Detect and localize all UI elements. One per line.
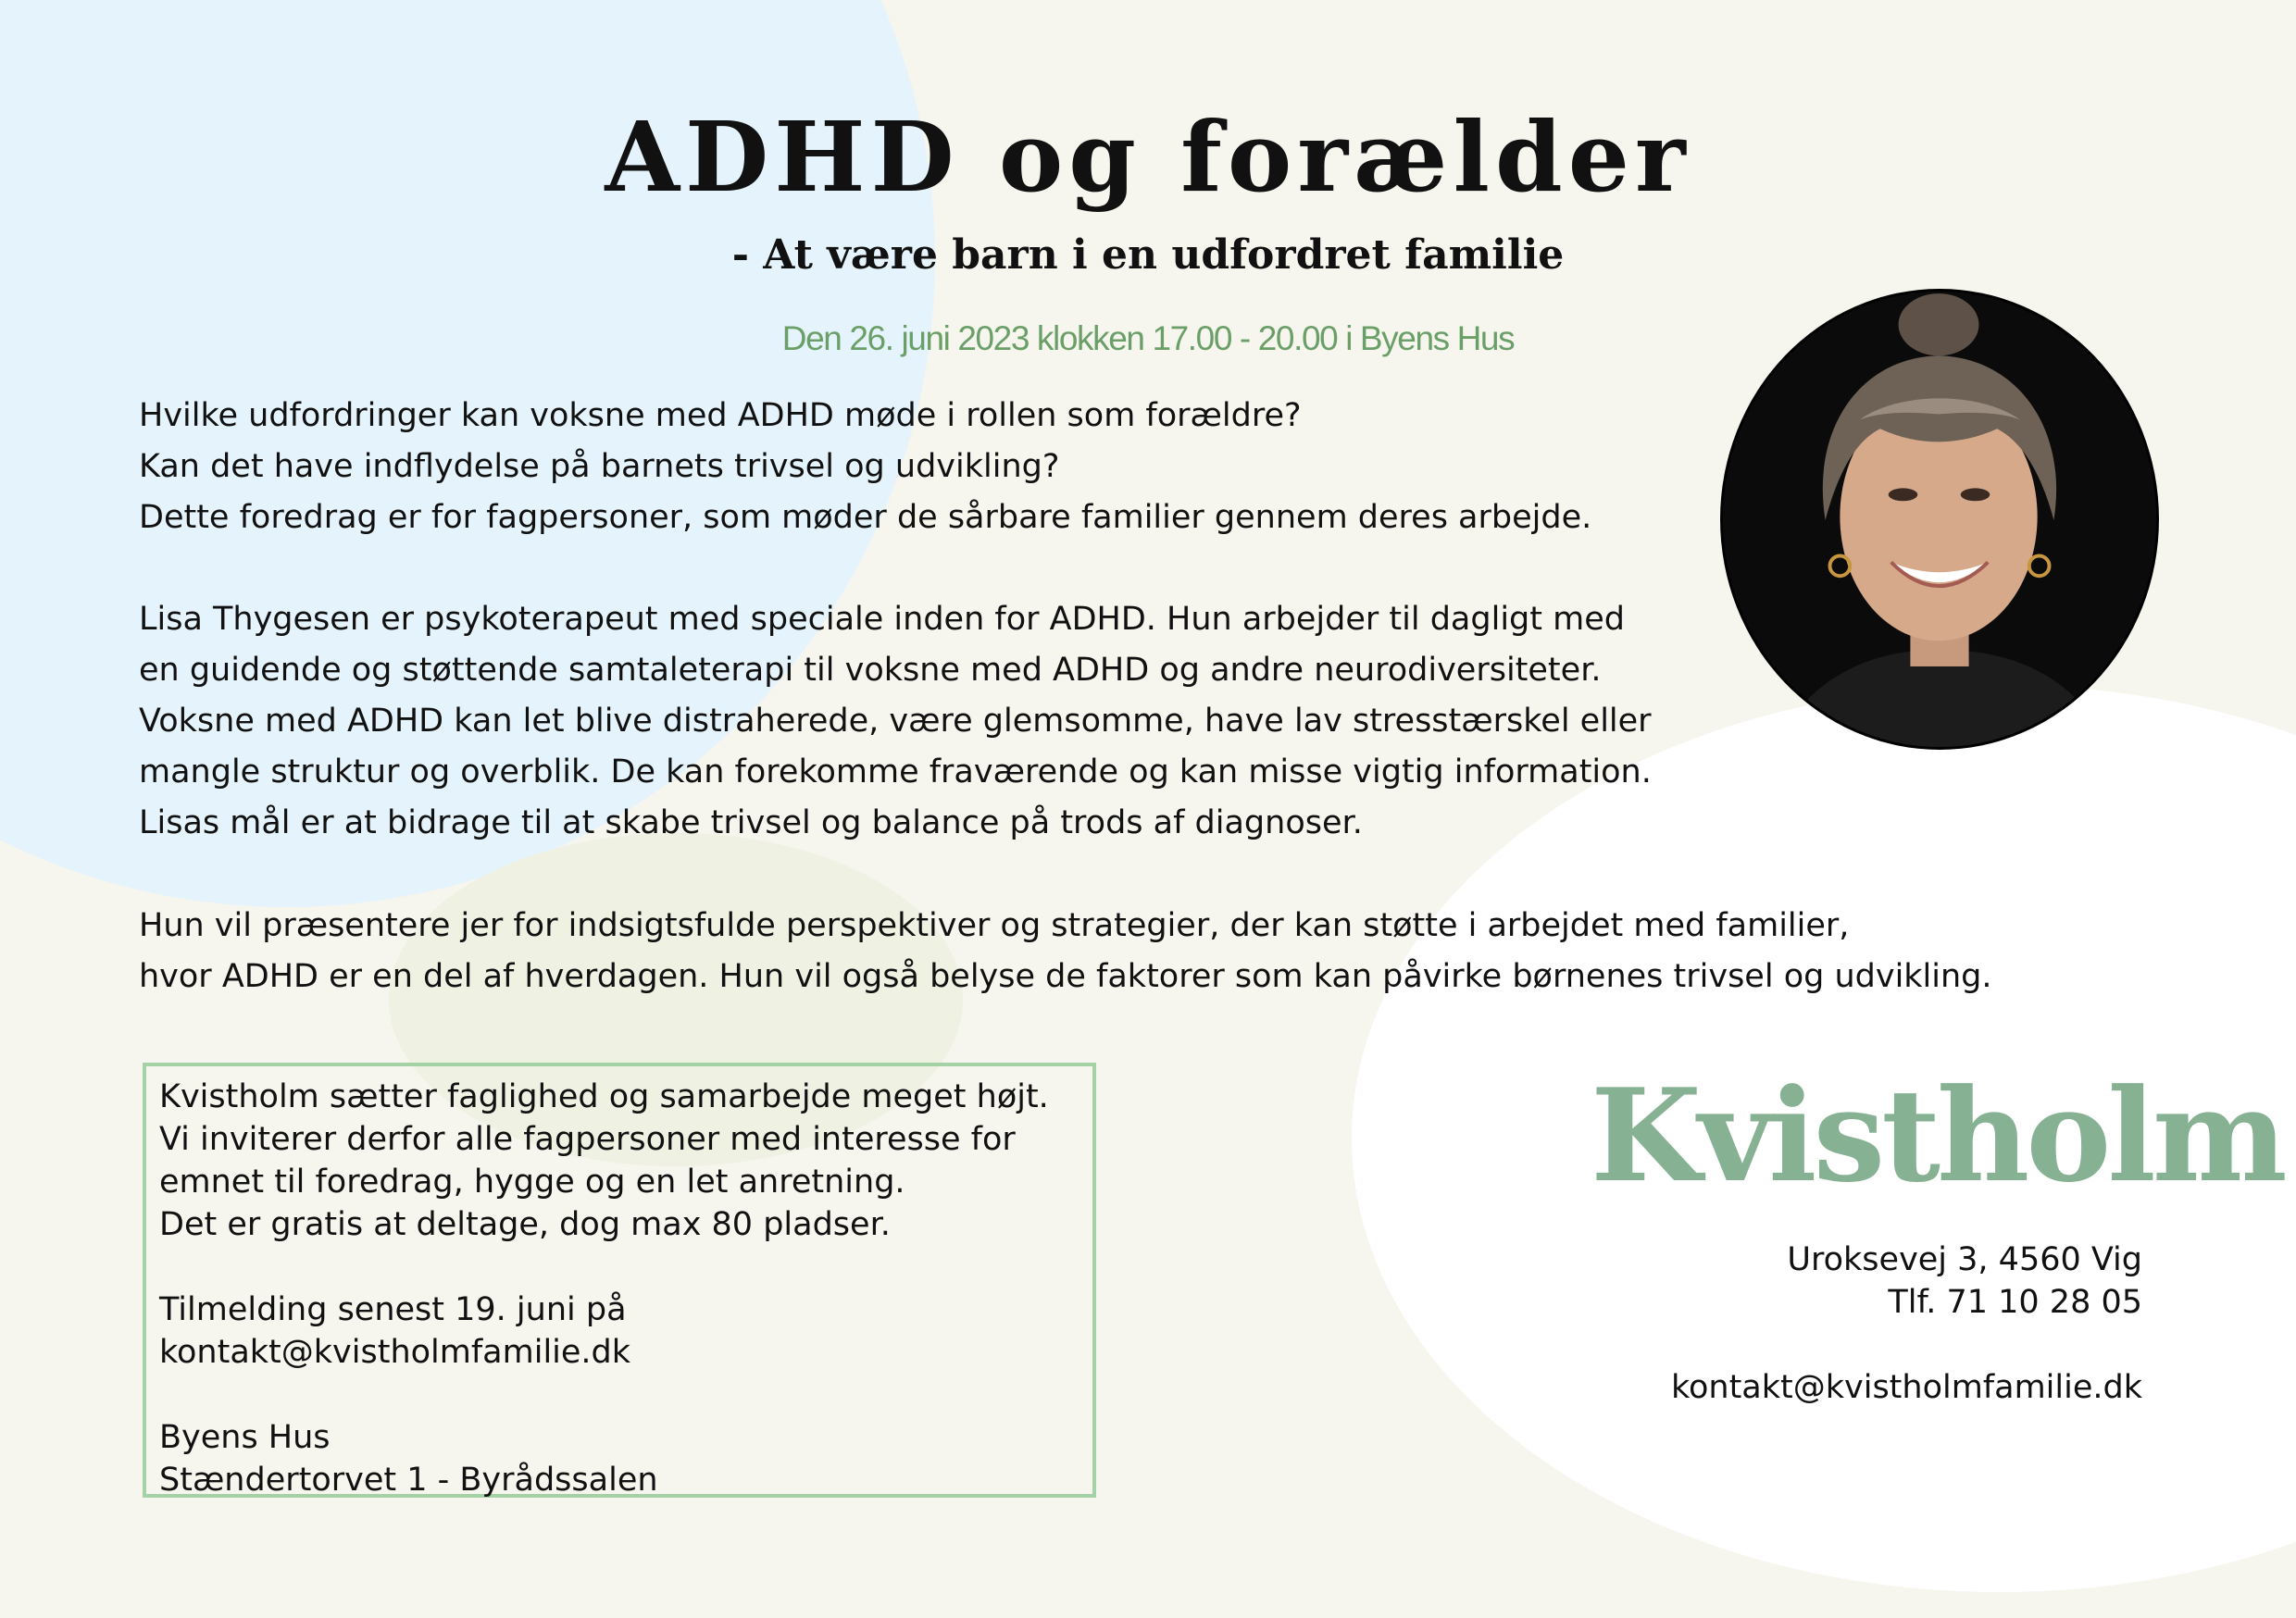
bio-line: Lisas mål er at bidrage til at skabe trivsel og balance på trods af diagnoser. [139,804,1363,841]
event-date-line: Den 26. juni 2023 klokken 17.00 - 20.00 i Byens Hus [781,319,1515,357]
intro-paragraph [139,391,1591,543]
info-line: Vi inviterer derfor alle fagpersoner med interesse for [159,1121,1016,1158]
page-title: ADHD og forælder [605,100,1691,214]
focus-line: hvor ADHD er en del af hverdagen. Hun vil også belyse de faktorer som kan påvirke børnenes trivsel og udvikling. [139,958,1992,995]
info-line: Kvistholm sætter faglighed og samarbejde meget højt. [159,1078,1049,1115]
bio-paragraph [139,594,1652,849]
focus-paragraph [139,901,1992,1002]
contact-address-block [1787,1238,2142,1324]
bio-line: en guidende og støttende samtaleterapi til voksne med ADHD og andre neurodiversiteter. [139,652,1602,689]
page-subtitle: - At være barn i en udfordret familie [731,231,1565,279]
bio-line: Lisa Thygesen er psykoterapeut med speciale inden for ADHD. Hun arbejder til dagligt med [139,601,1625,638]
event-info-box [143,1063,1096,1498]
venue-name: Byens Hus [159,1419,331,1456]
info-line: emnet til foredrag, hygge og en let anretning. [159,1164,905,1201]
kvistholm-logo: Kvistholm [1591,1060,2284,1211]
spacer [159,1374,1079,1416]
phone-text: Tlf. 71 10 28 05 [1888,1284,2142,1321]
bio-line: Voksne med ADHD kan let blive distraherede, være glemsomme, have lav stresstærskel eller [139,703,1652,740]
intro-line: Kan det have indflydelse på barnets trivsel og udvikling? [139,448,1060,485]
intro-line: Hvilke udfordringer kan voksne med ADHD møde i rollen som forældre? [139,397,1302,434]
contact-email-link[interactable]: kontakt@kvistholmfamilie.dk [1670,1369,2142,1406]
signup-email-link[interactable]: kontakt@kvistholmfamilie.dk [159,1334,631,1371]
info-line: Det er gratis at deltage, dog max 80 pladser. [159,1206,891,1243]
focus-line: Hun vil præsentere jer for indsigtsfulde perspektiver og strategier, der kan støtte i arbejdet med familier, [139,907,1850,944]
speaker-portrait [1720,289,2159,750]
venue-address: Stændertorvet 1 - Byrådssalen [159,1462,658,1499]
intro-line: Dette foredrag er for fagpersoner, som møder de sårbare familier gennem deres arbejde. [139,499,1592,536]
speaker-portrait-illustration [1723,292,2156,747]
contact-email-block [1671,1366,2142,1409]
signup-line: Tilmelding senest 19. juni på [159,1291,627,1328]
spacer [159,1246,1079,1288]
bio-line: mangle struktur og overblik. De kan forekomme fraværende og kan misse vigtig information. [139,753,1652,790]
address-text: Uroksevej 3, 4560 Vig [1787,1241,2142,1278]
